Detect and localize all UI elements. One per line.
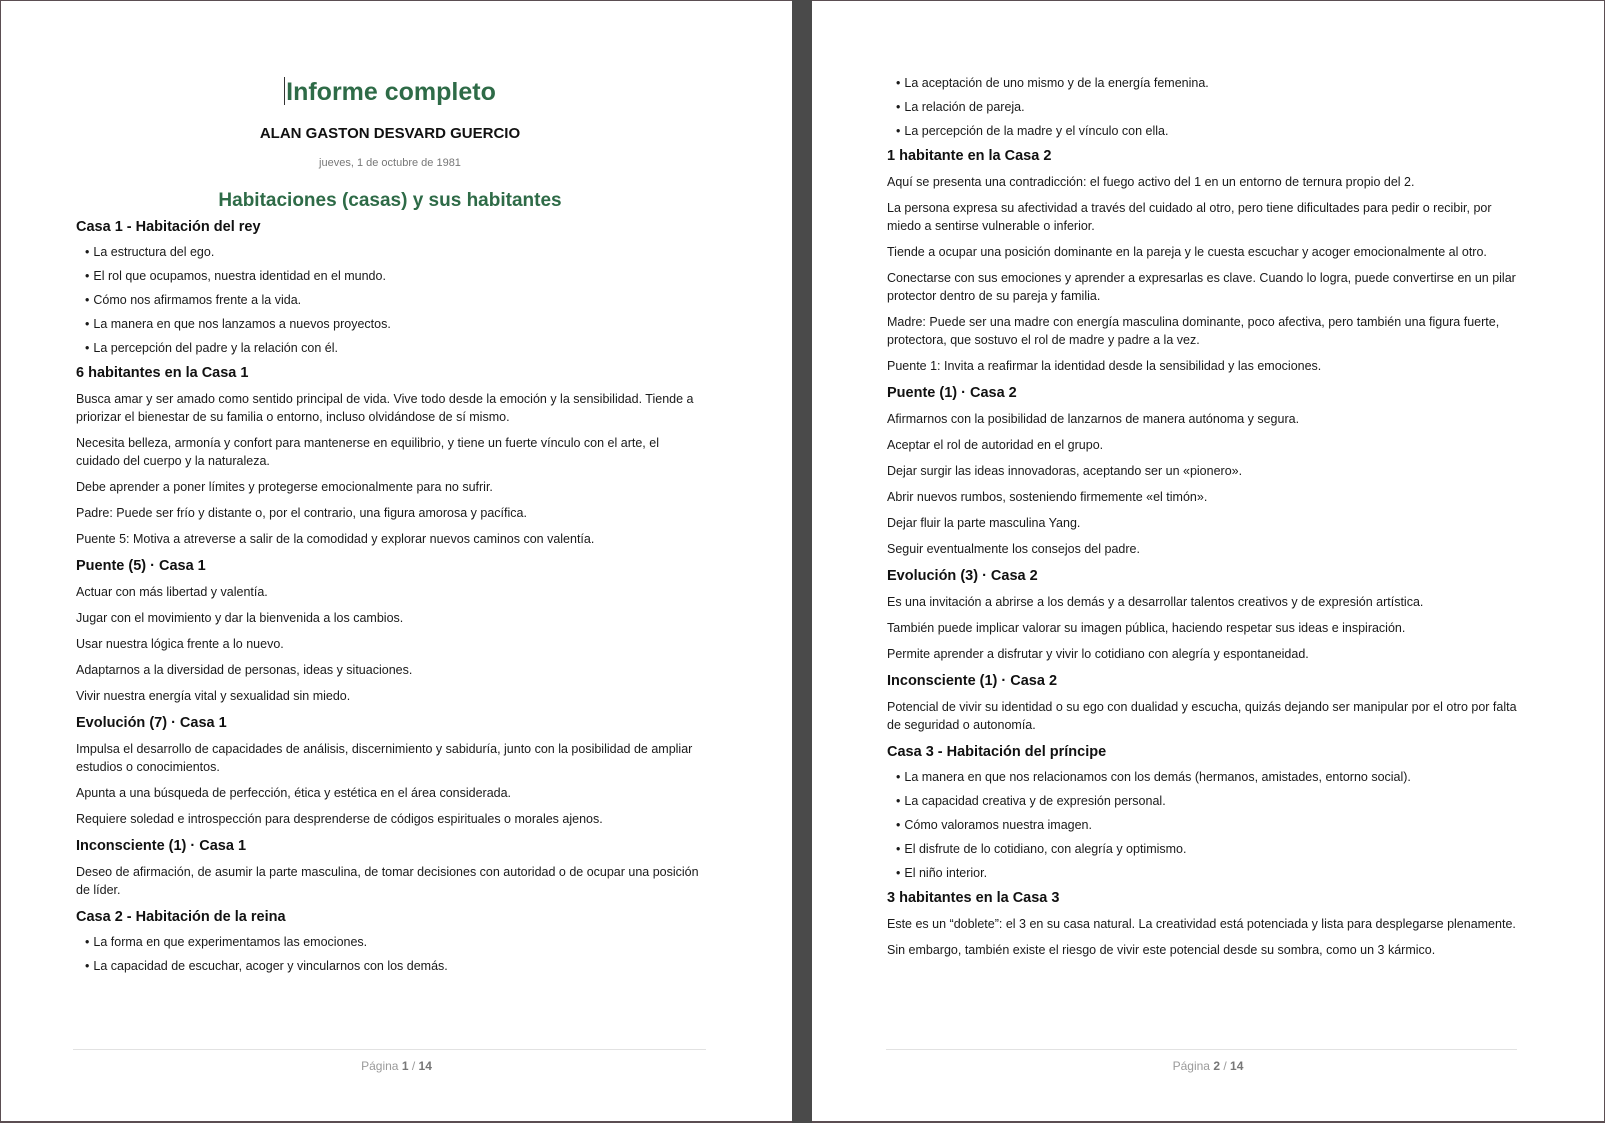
paragraph: Afirmarnos con la posibilidad de lanzarnos de manera autónoma y segura. <box>887 412 1300 426</box>
birth-date: jueves, 1 de octubre de 1981 <box>319 157 461 169</box>
paragraph: Sin embargo, también existe el riesgo de vivir este potencial desde su sombra, como un 3 kármico. <box>887 943 1436 957</box>
bullet-item: • El disfrute de lo cotidiano, con alegría y optimismo. <box>896 841 1518 857</box>
section-heading: Casa 3 - Habitación del príncipe <box>887 744 1107 760</box>
footer-separator: / <box>1220 1059 1231 1073</box>
paragraph: Requiere soledad e introspección para desprenderse de códigos espirituales o morales ajenos. <box>76 812 603 826</box>
bullet-item: • El rol que ocupamos, nuestra identidad en el mundo. <box>85 268 704 284</box>
section-heading: Puente (1) · Casa 2 <box>887 385 1017 401</box>
person-name: ALAN GASTON DESVARD GUERCIO <box>259 125 521 142</box>
bullet-item: • La aceptación de uno mismo y de la energía femenina. <box>896 75 1518 91</box>
page-2-body <box>887 75 1518 967</box>
bullet-item: • La estructura del ego. <box>85 244 704 260</box>
paragraph: Aceptar el rol de autoridad en el grupo. <box>887 438 1104 452</box>
paragraph: Aquí se presenta una contradicción: el fuego activo del 1 en un entorno de ternura propio del 2. <box>887 175 1415 189</box>
paragraph: Dejar surgir las ideas innovadoras, aceptando ser un «pionero». <box>887 464 1243 478</box>
section-title: Habitaciones (casas) y sus habitantes <box>218 190 562 211</box>
paragraph: También puede implicar valorar su imagen pública, haciendo respetar sus ideas e inspiración. <box>887 621 1406 635</box>
text-cursor <box>284 77 285 105</box>
bullet-item: • Cómo valoramos nuestra imagen. <box>896 817 1518 833</box>
bullet-list <box>896 75 1518 139</box>
page-footer <box>1 1059 792 1073</box>
bullet-list <box>896 769 1518 881</box>
footer-separator: / <box>408 1059 419 1073</box>
section-heading: Puente (5) · Casa 1 <box>76 558 206 574</box>
paragraph: Actuar con más libertad y valentía. <box>76 585 268 599</box>
section-heading: 1 habitante en la Casa 2 <box>887 148 1052 164</box>
footer-page-current: 2 <box>1213 1059 1221 1073</box>
footer-page-total: 14 <box>418 1059 432 1073</box>
paragraph: Madre: Puede ser una madre con energía masculina dominante, poco afectiva, pero también una figura fuerte, protectora, que sostuvo el rol de madre y padre a la vez. <box>887 315 1500 347</box>
paragraph: La persona expresa su afectividad a través del cuidado al otro, pero tiene dificultades para pedir o recibir, por miedo a sentirse vulnerable o inferior. <box>887 201 1492 233</box>
paragraph: Seguir eventualmente los consejos del padre. <box>887 542 1140 556</box>
paragraph: Tiende a ocupar una posición dominante en la pareja y le cuesta escuchar y acoger emocionalmente al otro. <box>887 245 1487 259</box>
page-1-body <box>76 217 704 982</box>
section-heading: Evolución (7) · Casa 1 <box>76 715 227 731</box>
paragraph: Permite aprender a disfrutar y vivir lo cotidiano con alegría y espontaneidad. <box>887 647 1309 661</box>
footer-label: Página <box>1172 1059 1210 1073</box>
footer-divider <box>886 1049 1517 1050</box>
bullet-item: • La percepción de la madre y el vínculo con ella. <box>896 123 1518 139</box>
paragraph: Deseo de afirmación, de asumir la parte masculina, de tomar decisiones con autoridad o de ocupar una posición de líder. <box>76 865 699 897</box>
paragraph: Adaptarnos a la diversidad de personas, ideas y situaciones. <box>76 663 413 677</box>
paragraph: Apunta a una búsqueda de perfección, ética y estética en el área considerada. <box>76 786 512 800</box>
paragraph: Conectarse con sus emociones y aprender a expresarlas es clave. Cuando lo logra, puede convertirse en un pilar protector dentro de su pareja y familia. <box>887 271 1516 303</box>
bullet-item: • La manera en que nos lanzamos a nuevos proyectos. <box>85 316 704 332</box>
paragraph: Necesita belleza, armonía y confort para mantenerse en equilibrio, y tiene un fuerte vínculo con el arte, el cuidado del cuerpo y la naturaleza. <box>76 436 659 468</box>
bullet-list <box>85 244 704 356</box>
footer-page-total: 14 <box>1230 1059 1244 1073</box>
bullet-item: • La percepción del padre y la relación con él. <box>85 340 704 356</box>
bullet-item: • La capacidad creativa y de expresión personal. <box>896 793 1518 809</box>
paragraph: Padre: Puede ser frío y distante o, por el contrario, una figura amorosa y pacífica. <box>76 506 527 520</box>
paragraph: Abrir nuevos rumbos, sosteniendo firmemente «el timón». <box>887 490 1208 504</box>
paragraph: Busca amar y ser amado como sentido principal de vida. Vive todo desde la emoción y la sensibilidad. Tiende a priorizar el bienestar de su familia o entorno, incluso olvidándose de sí mismo. <box>76 392 694 424</box>
bullet-item: • La capacidad de escuchar, acoger y vincularnos con los demás. <box>85 958 704 974</box>
paragraph: Usar nuestra lógica frente a lo nuevo. <box>76 637 284 651</box>
section-heading: 3 habitantes en la Casa 3 <box>887 890 1060 906</box>
paragraph: Puente 1: Invita a reafirmar la identidad desde la sensibilidad y las emociones. <box>887 359 1322 373</box>
bullet-item: • Cómo nos afirmamos frente a la vida. <box>85 292 704 308</box>
document-page-1 <box>1 1 792 1121</box>
section-heading: Evolución (3) · Casa 2 <box>887 568 1038 584</box>
bullet-item: • La manera en que nos relacionamos con los demás (hermanos, amistades, entorno social). <box>896 769 1518 785</box>
footer-page-current: 1 <box>401 1059 409 1073</box>
paragraph: Impulsa el desarrollo de capacidades de análisis, discernimiento y sabiduría, junto con la posibilidad de ampliar estudios o conocimientos. <box>76 742 693 774</box>
section-heading: Casa 2 - Habitación de la reina <box>76 909 286 925</box>
footer-divider <box>73 1049 706 1050</box>
section-heading: Inconsciente (1) · Casa 1 <box>76 838 247 854</box>
page-footer <box>812 1059 1604 1073</box>
bullet-item: • La relación de pareja. <box>896 99 1518 115</box>
bullet-item: • El niño interior. <box>896 865 1518 881</box>
section-heading: 6 habitantes en la Casa 1 <box>76 365 249 381</box>
bullet-list <box>85 934 704 974</box>
paragraph: Potencial de vivir su identidad o su ego con dualidad y escucha, quizás dejando ser manipular por el otro por falta de seguridad o autonomía. <box>887 700 1517 732</box>
section-heading: Inconsciente (1) · Casa 2 <box>887 673 1058 689</box>
document-page-2 <box>812 1 1604 1121</box>
section-heading: Casa 1 - Habitación del rey <box>76 219 261 235</box>
paragraph: Dejar fluir la parte masculina Yang. <box>887 516 1081 530</box>
paragraph: Jugar con el movimiento y dar la bienvenida a los cambios. <box>76 611 404 625</box>
bullet-item: • La forma en que experimentamos las emociones. <box>85 934 704 950</box>
paragraph: Este es un “doblete”: el 3 en su casa natural. La creatividad está potenciada y lista para desplegarse plenamente. <box>887 917 1516 931</box>
page-gutter <box>792 0 812 1123</box>
document-title <box>76 77 704 107</box>
paragraph: Debe aprender a poner límites y protegerse emocionalmente para no sufrir. <box>76 480 493 494</box>
footer-label: Página <box>361 1059 399 1073</box>
paragraph: Vivir nuestra energía vital y sexualidad sin miedo. <box>76 689 351 703</box>
paragraph: Es una invitación a abrirse a los demás y a desarrollar talentos creativos y de expresión artística. <box>887 595 1424 609</box>
paragraph: Puente 5: Motiva a atreverse a salir de la comodidad y explorar nuevos caminos con valentía. <box>76 532 595 546</box>
document-title-text[interactable]: Informe completo <box>286 78 496 106</box>
